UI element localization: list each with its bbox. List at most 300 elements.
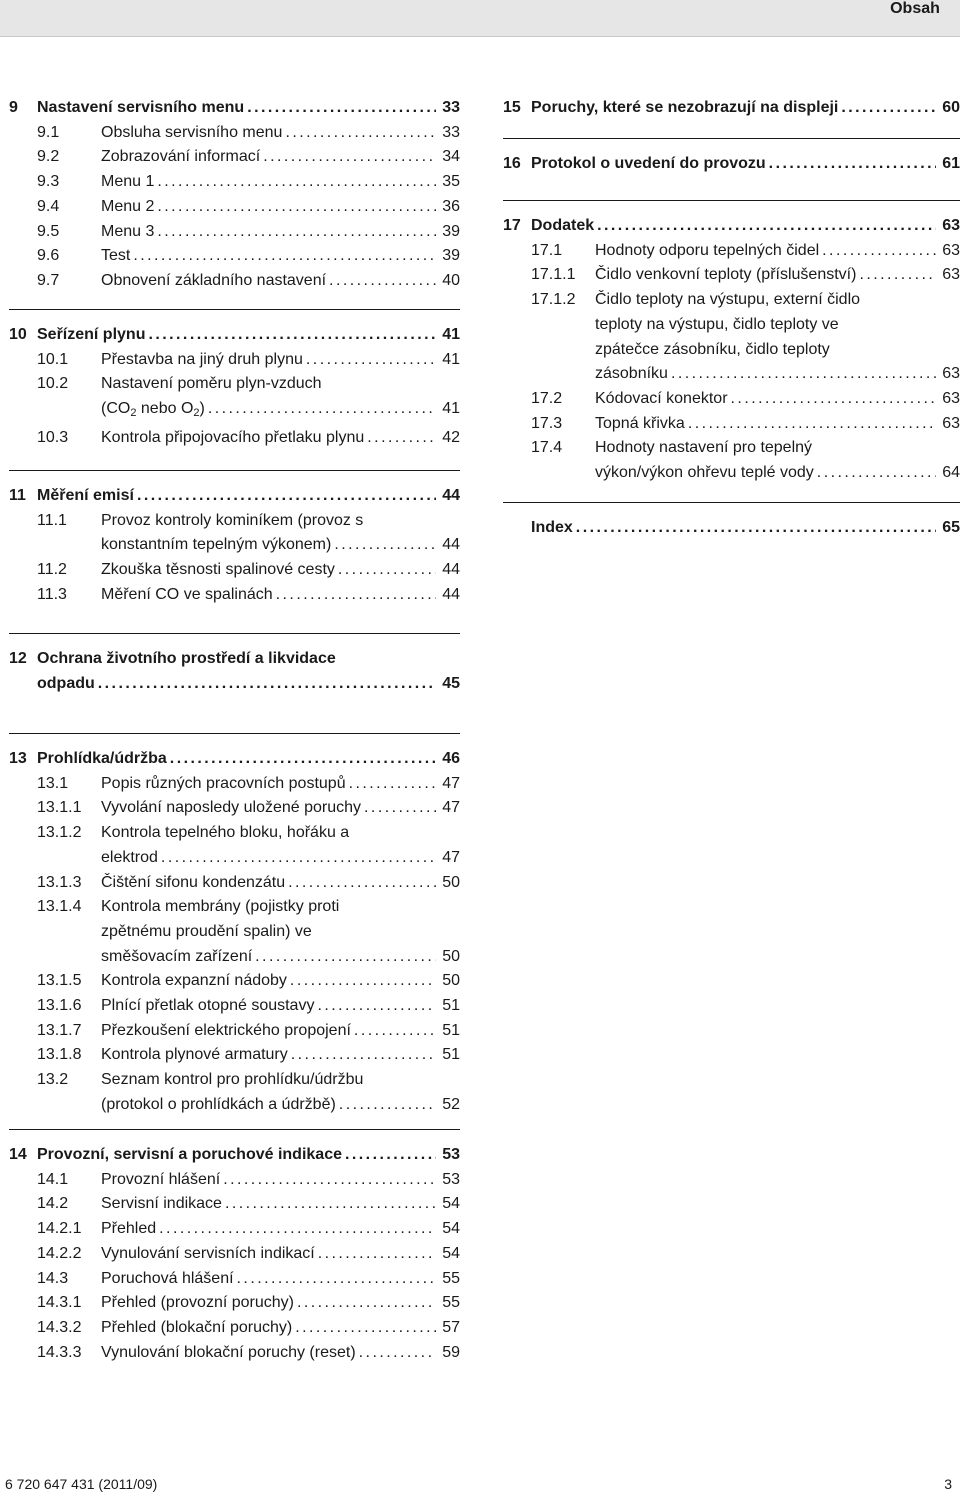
toc-entry[interactable] bbox=[9, 747, 460, 772]
toc-entry[interactable] bbox=[9, 1043, 460, 1068]
toc-entry[interactable] bbox=[9, 170, 460, 195]
toc-entry-number: 9.1 bbox=[37, 123, 60, 141]
toc-entry-number: 13.1 bbox=[37, 774, 69, 792]
toc-page-number: 55 bbox=[442, 1269, 460, 1287]
toc-entry-text: Kontrola membrány (pojistky proti bbox=[101, 898, 340, 916]
toc-entry[interactable] bbox=[9, 323, 460, 348]
toc-entry-title bbox=[595, 239, 819, 264]
toc-entry-title bbox=[531, 96, 838, 121]
leader-dots bbox=[338, 558, 436, 583]
toc-entry-line bbox=[101, 244, 460, 269]
toc-entry-body bbox=[101, 372, 460, 425]
toc-entry-text: konstantním tepelným výkonem) bbox=[101, 536, 332, 554]
toc-entry-body bbox=[101, 969, 460, 994]
toc-entry-text: směšovacím zařízení bbox=[101, 947, 253, 965]
toc-entry-text: Přehled bbox=[101, 1220, 157, 1238]
toc-entry[interactable] bbox=[9, 583, 460, 608]
toc-entry-body bbox=[101, 121, 460, 146]
leader-dots bbox=[317, 994, 436, 1019]
toc-entry-title bbox=[101, 898, 339, 915]
leader-dots bbox=[354, 1019, 436, 1044]
toc-entry-line bbox=[101, 871, 460, 896]
toc-entry-title bbox=[101, 397, 205, 426]
toc-entry-text: Hodnoty odporu tepelných čidel bbox=[595, 241, 820, 259]
toc-entry-title bbox=[101, 583, 273, 608]
toc-entry[interactable] bbox=[9, 647, 460, 696]
toc-entry-line bbox=[101, 509, 460, 534]
toc-entry-line bbox=[531, 516, 960, 541]
toc-entry[interactable] bbox=[503, 387, 960, 412]
leader-dots bbox=[329, 269, 436, 294]
toc-entry[interactable] bbox=[9, 348, 460, 373]
toc-entry-title bbox=[595, 341, 830, 358]
toc-entry-number: 11.3 bbox=[37, 585, 67, 603]
leader-dots bbox=[349, 772, 436, 797]
toc-entry-body bbox=[37, 647, 460, 696]
toc-entry[interactable] bbox=[9, 1068, 460, 1117]
toc-entry-text: ) bbox=[199, 400, 205, 418]
toc-entry-title bbox=[101, 1217, 156, 1242]
toc-entry-body bbox=[595, 412, 960, 437]
toc-entry-number: 10.1 bbox=[37, 350, 69, 368]
toc-entry[interactable] bbox=[503, 214, 960, 239]
toc-entry-text: Kontrola plynové armatury bbox=[101, 1046, 288, 1064]
toc-entry-text: Seřízení plynu bbox=[37, 326, 146, 343]
toc-entry-line bbox=[101, 533, 460, 558]
toc-entry-title bbox=[101, 824, 349, 841]
toc-entry-title bbox=[595, 387, 728, 412]
toc-entry-number: 9.6 bbox=[37, 247, 60, 265]
toc-entry-title bbox=[101, 145, 260, 170]
toc-entry-title bbox=[101, 1043, 288, 1068]
toc-entry-line bbox=[595, 338, 960, 363]
toc-section bbox=[503, 96, 960, 121]
toc-entry[interactable] bbox=[9, 121, 460, 146]
toc-entry-number: 13.2 bbox=[37, 1071, 69, 1089]
toc-entry-number: 14 bbox=[9, 1146, 27, 1163]
toc-entry-title bbox=[101, 121, 282, 146]
toc-entry[interactable] bbox=[9, 244, 460, 269]
toc-entry[interactable] bbox=[503, 412, 960, 437]
toc-entry-text: Hodnoty nastavení pro tepelný bbox=[595, 439, 813, 457]
toc-entry-text: Nastavení poměru plyn-vzduch bbox=[101, 375, 322, 393]
toc-entry-line bbox=[37, 96, 460, 121]
toc-entry-title bbox=[37, 650, 336, 667]
toc-entry-number: 17.1 bbox=[531, 241, 563, 259]
toc-entry-body bbox=[531, 152, 960, 177]
toc-entry-line bbox=[37, 672, 460, 697]
toc-entry-title bbox=[101, 375, 322, 392]
toc-section bbox=[503, 214, 960, 486]
leader-dots bbox=[334, 533, 436, 558]
leader-dots bbox=[688, 412, 936, 437]
toc-entry-number: 14.2.1 bbox=[37, 1220, 82, 1238]
toc-page-number: 64 bbox=[942, 464, 960, 482]
toc-entry-number: 14.3 bbox=[37, 1269, 69, 1287]
toc-entry-line bbox=[595, 288, 960, 313]
toc-entry-text: Čidlo venkovní teploty (příslušenství) bbox=[595, 266, 857, 284]
toc-entry-text: výkon/výkon ohřevu teplé vody bbox=[595, 464, 814, 482]
toc-entry-number: 11 bbox=[9, 487, 26, 504]
toc-entry-body bbox=[37, 1143, 460, 1168]
toc-page-number: 63 bbox=[942, 389, 960, 407]
toc-page-number: 51 bbox=[442, 1046, 460, 1064]
toc-entry-body bbox=[101, 145, 460, 170]
toc-entry[interactable] bbox=[9, 895, 460, 969]
toc-entry-text: Kontrola tepelného bloku, hořáku a bbox=[101, 824, 350, 842]
toc-entry[interactable] bbox=[9, 1291, 460, 1316]
toc-entry-text: Čištění sifonu kondenzátu bbox=[101, 873, 286, 891]
toc-entry-line bbox=[101, 821, 460, 846]
toc-page-number: 41 bbox=[442, 326, 460, 343]
toc-page-number: 44 bbox=[442, 585, 460, 603]
toc-entry-text: Zkouška těsnosti spalinové cesty bbox=[101, 561, 335, 579]
toc-entry-number: 14.3.3 bbox=[37, 1343, 82, 1361]
toc-page-number: 52 bbox=[442, 1095, 460, 1113]
toc-entry-number: 13.1.5 bbox=[37, 972, 82, 990]
toc-page-number: 44 bbox=[442, 487, 460, 504]
toc-entry-body bbox=[101, 1068, 460, 1117]
toc-entry-body bbox=[101, 1168, 460, 1193]
toc-entry[interactable] bbox=[9, 969, 460, 994]
toc-entry-title bbox=[37, 747, 167, 772]
section-divider bbox=[9, 309, 460, 310]
toc-entry-line bbox=[531, 96, 960, 121]
toc-entry-title bbox=[101, 533, 331, 558]
toc-page-number: 63 bbox=[942, 217, 960, 234]
toc-entry-number: 14.3.2 bbox=[37, 1318, 82, 1336]
toc-entry[interactable] bbox=[9, 269, 460, 294]
toc-entry-text: teploty na výstupu, čidlo teploty ve bbox=[595, 315, 839, 333]
toc-entry-line bbox=[101, 1341, 460, 1366]
toc-entry-line bbox=[101, 220, 460, 245]
toc-entry-text: Poruchy, které se nezobrazují na displeji bbox=[531, 99, 839, 116]
toc-entry-body bbox=[101, 1291, 460, 1316]
toc-entry-line bbox=[37, 647, 460, 672]
toc-section bbox=[9, 1143, 460, 1365]
toc-entry-text: Přestavba na jiný druh plynu bbox=[101, 350, 303, 368]
toc-entry-line bbox=[101, 1068, 460, 1093]
header-bar bbox=[0, 0, 960, 37]
toc-entry[interactable] bbox=[9, 96, 460, 121]
toc-entry[interactable] bbox=[9, 558, 460, 583]
leader-dots bbox=[318, 1242, 436, 1267]
toc-entry-line bbox=[595, 263, 960, 288]
subscript: 2 bbox=[193, 407, 200, 420]
toc-entry[interactable] bbox=[9, 1267, 460, 1292]
toc-entry-line bbox=[101, 269, 460, 294]
toc-entry-body bbox=[595, 239, 960, 264]
leader-dots bbox=[157, 195, 436, 220]
toc-entry-text: nebo O bbox=[136, 400, 194, 418]
toc-entry-line bbox=[101, 796, 460, 821]
leader-dots bbox=[859, 263, 936, 288]
toc-page-number: 55 bbox=[442, 1294, 460, 1312]
toc-entry-number: 13.1.8 bbox=[37, 1046, 82, 1064]
toc-entry-text: Servisní indikace bbox=[101, 1195, 222, 1213]
toc-entry-title bbox=[595, 316, 839, 333]
toc-entry-line bbox=[101, 1019, 460, 1044]
toc-entry-number: 13.1.2 bbox=[37, 824, 82, 842]
section-divider bbox=[9, 470, 460, 471]
toc-entry-line bbox=[595, 362, 960, 387]
leader-dots bbox=[157, 220, 436, 245]
toc-entry-body bbox=[101, 994, 460, 1019]
toc-entry-body bbox=[531, 214, 960, 239]
leader-dots bbox=[225, 1192, 436, 1217]
toc-entry-number: 13 bbox=[9, 750, 27, 767]
toc-entry-body bbox=[101, 1019, 460, 1044]
leader-dots bbox=[359, 1341, 436, 1366]
toc-entry-number: 12 bbox=[9, 650, 27, 667]
toc-page-number: 53 bbox=[442, 1170, 460, 1188]
toc-entry-text: Menu 2 bbox=[101, 197, 155, 215]
toc-entry-line bbox=[531, 214, 960, 239]
toc-entry-line bbox=[101, 1168, 460, 1193]
toc-entry-number: 10.2 bbox=[37, 375, 69, 393]
toc-entry-body bbox=[101, 1341, 460, 1366]
toc-entry-text: Přezkoušení elektrického propojení bbox=[101, 1021, 351, 1039]
toc-entry[interactable] bbox=[9, 195, 460, 220]
toc-entry-body bbox=[101, 509, 460, 558]
leader-dots bbox=[295, 1316, 436, 1341]
toc-entry[interactable] bbox=[503, 96, 960, 121]
toc-section bbox=[9, 747, 460, 1118]
toc-page-number: 60 bbox=[942, 99, 960, 116]
leader-dots bbox=[263, 145, 436, 170]
toc-entry-line bbox=[101, 1192, 460, 1217]
toc-entry-number: 14.2.2 bbox=[37, 1244, 82, 1262]
toc-entry-number: 9.5 bbox=[37, 222, 60, 240]
leader-dots bbox=[208, 397, 436, 422]
toc-entry-text: Obsluha servisního menu bbox=[101, 123, 283, 141]
toc-page-number: 44 bbox=[442, 561, 460, 579]
section-divider bbox=[503, 138, 960, 139]
toc-entry[interactable] bbox=[9, 1341, 460, 1366]
toc-page-number: 54 bbox=[442, 1244, 460, 1262]
leader-dots bbox=[247, 96, 436, 121]
toc-entry-title bbox=[37, 1143, 342, 1168]
page-title: Obsah bbox=[872, 0, 958, 36]
toc-page-number: 59 bbox=[442, 1343, 460, 1361]
leader-dots bbox=[285, 121, 436, 146]
leader-dots bbox=[133, 244, 436, 269]
toc-entry-title bbox=[595, 439, 812, 456]
toc-entry-text: Ochrana životního prostředí a likvidace bbox=[37, 650, 336, 667]
leader-dots bbox=[364, 796, 436, 821]
toc-entry[interactable] bbox=[503, 263, 960, 288]
toc-entry-line bbox=[595, 412, 960, 437]
toc-entry[interactable] bbox=[9, 426, 460, 451]
toc-entry-text: Popis různých pracovních postupů bbox=[101, 774, 346, 792]
toc-section bbox=[9, 96, 460, 294]
toc-entry[interactable] bbox=[9, 1019, 460, 1044]
toc-entry-title bbox=[531, 152, 766, 177]
toc-page-number: 41 bbox=[442, 400, 460, 418]
document-number: 6 720 647 431 (2011/09) bbox=[5, 1476, 158, 1492]
toc-page-number: 61 bbox=[942, 155, 960, 172]
toc-entry-line bbox=[37, 484, 460, 509]
toc-section bbox=[9, 647, 460, 696]
toc-entry-body bbox=[101, 1242, 460, 1267]
toc-entry-body bbox=[595, 263, 960, 288]
toc-entry[interactable] bbox=[503, 516, 960, 541]
toc-entry-title bbox=[101, 994, 314, 1019]
toc-entry-text: elektrod bbox=[101, 848, 158, 866]
toc-entry-body bbox=[101, 1043, 460, 1068]
toc-entry[interactable] bbox=[503, 436, 960, 485]
toc-entry-number: 13.1.1 bbox=[37, 799, 82, 817]
toc-page-number: 33 bbox=[442, 123, 460, 141]
toc-entry-title bbox=[101, 1267, 234, 1292]
toc-entry-text: Nastavení servisního menu bbox=[37, 99, 245, 116]
toc-entry-text: Protokol o uvedení do provozu bbox=[531, 155, 766, 172]
toc-page-number: 63 bbox=[942, 414, 960, 432]
leader-dots bbox=[731, 387, 936, 412]
toc-entry-body bbox=[101, 1217, 460, 1242]
toc-entry-number: 13.1.3 bbox=[37, 873, 82, 891]
toc-entry-title bbox=[101, 426, 364, 451]
toc-entry[interactable] bbox=[9, 1242, 460, 1267]
toc-entry-line bbox=[531, 152, 960, 177]
leader-dots bbox=[597, 214, 936, 239]
toc-entry-number: 17.2 bbox=[531, 389, 563, 407]
toc-entry-text: Seznam kontrol pro prohlídku/údržbu bbox=[101, 1071, 364, 1089]
leader-dots bbox=[841, 96, 936, 121]
toc-page-number: 34 bbox=[442, 148, 460, 166]
toc-entry-title bbox=[37, 323, 145, 348]
toc-entry-number: 15 bbox=[503, 99, 521, 116]
toc-entry-title bbox=[101, 796, 361, 821]
toc-entry[interactable] bbox=[9, 484, 460, 509]
toc-entry-number: 9.3 bbox=[37, 173, 60, 191]
toc-entry-title bbox=[37, 672, 95, 697]
toc-entry-title bbox=[101, 1168, 220, 1193]
toc-section bbox=[503, 152, 960, 177]
toc-entry-line bbox=[101, 772, 460, 797]
toc-entry-line bbox=[101, 170, 460, 195]
toc-entry-title bbox=[595, 263, 856, 288]
toc-entry[interactable] bbox=[9, 1168, 460, 1193]
toc-entry-line bbox=[101, 920, 460, 945]
toc-entry-body bbox=[101, 558, 460, 583]
toc-entry-body bbox=[531, 96, 960, 121]
toc-entry-body bbox=[101, 583, 460, 608]
toc-entry[interactable] bbox=[9, 1192, 460, 1217]
toc-entry-title bbox=[101, 348, 303, 373]
toc-entry[interactable] bbox=[9, 796, 460, 821]
toc-entry-text: Menu 1 bbox=[101, 173, 155, 191]
leader-dots bbox=[345, 1143, 436, 1168]
toc-page-number: 47 bbox=[442, 848, 460, 866]
toc-entry[interactable] bbox=[9, 871, 460, 896]
leader-dots bbox=[157, 170, 436, 195]
toc-entry-number: 14.3.1 bbox=[37, 1294, 82, 1312]
toc-entry-line bbox=[101, 426, 460, 451]
toc-entry-text: Kontrola připojovacího přetlaku plynu bbox=[101, 428, 365, 446]
toc-entry-body bbox=[101, 796, 460, 821]
toc-entry[interactable] bbox=[9, 220, 460, 245]
toc-entry-text: Vynulování servisních indikací bbox=[101, 1244, 315, 1262]
toc-entry-line bbox=[595, 313, 960, 338]
toc-entry-body bbox=[101, 426, 460, 451]
toc-page-number: 46 bbox=[442, 750, 460, 767]
toc-entry-text: Obnovení základního nastavení bbox=[101, 271, 327, 289]
toc-entry-title bbox=[531, 214, 594, 239]
toc-entry[interactable] bbox=[503, 152, 960, 177]
toc-entry-title bbox=[101, 195, 154, 220]
toc-entry[interactable] bbox=[9, 509, 460, 558]
toc-entry[interactable] bbox=[503, 239, 960, 264]
toc-entry-body bbox=[101, 269, 460, 294]
toc-entry-body bbox=[101, 1316, 460, 1341]
toc-entry-line bbox=[101, 994, 460, 1019]
toc-entry[interactable] bbox=[9, 1217, 460, 1242]
toc-page-number: 65 bbox=[942, 519, 960, 536]
toc-entry-text: Provoz kontroly kominíkem (provoz s bbox=[101, 511, 364, 529]
toc-entry-line bbox=[101, 1267, 460, 1292]
toc-entry[interactable] bbox=[9, 994, 460, 1019]
toc-entry-body bbox=[531, 516, 960, 541]
toc-entry[interactable] bbox=[9, 821, 460, 870]
toc-entry-title bbox=[101, 170, 154, 195]
toc-page-number: 57 bbox=[442, 1318, 460, 1336]
toc-entry-text: (protokol o prohlídkách a údržbě) bbox=[101, 1095, 336, 1113]
toc-entry-title bbox=[101, 269, 326, 294]
toc-entry-title bbox=[101, 244, 130, 269]
toc-page-number: 53 bbox=[442, 1146, 460, 1163]
toc-entry[interactable] bbox=[9, 772, 460, 797]
toc-entry-body bbox=[595, 387, 960, 412]
toc-page-number: 47 bbox=[442, 774, 460, 792]
toc-entry-title bbox=[37, 484, 134, 509]
leader-dots bbox=[769, 152, 936, 177]
toc-section bbox=[503, 516, 960, 541]
toc-page-number: 50 bbox=[442, 947, 460, 965]
toc-entry[interactable] bbox=[9, 1143, 460, 1168]
toc-entry-body bbox=[37, 323, 460, 348]
section-divider bbox=[503, 200, 960, 201]
toc-entry-line bbox=[101, 583, 460, 608]
toc-entry-text: Přehled (provozní poruchy) bbox=[101, 1294, 294, 1312]
toc-entry-number: 9.2 bbox=[37, 148, 60, 166]
toc-entry-title bbox=[595, 412, 685, 437]
toc-entry-title bbox=[101, 772, 346, 797]
toc-entry[interactable] bbox=[9, 1316, 460, 1341]
toc-entry-title bbox=[101, 969, 287, 994]
toc-page-number: 33 bbox=[442, 99, 460, 116]
toc-entry-title bbox=[101, 1093, 336, 1118]
toc-entry-number: 9.4 bbox=[37, 197, 60, 215]
toc-entry-line bbox=[37, 323, 460, 348]
toc-page-number: 40 bbox=[442, 271, 460, 289]
toc-entry[interactable] bbox=[503, 288, 960, 387]
toc-entry-body bbox=[101, 772, 460, 797]
toc-entry-body bbox=[101, 220, 460, 245]
toc-entry-title bbox=[101, 558, 335, 583]
toc-entry-text: Přehled (blokační poruchy) bbox=[101, 1318, 293, 1336]
toc-entry-number: 17.3 bbox=[531, 414, 563, 432]
leader-dots bbox=[159, 1217, 436, 1242]
toc-entry-number: 10.3 bbox=[37, 428, 69, 446]
toc-entry-title bbox=[101, 945, 252, 970]
toc-entry-text: Vynulování blokační poruchy (reset) bbox=[101, 1343, 356, 1361]
leader-dots bbox=[161, 846, 436, 871]
leader-dots bbox=[137, 484, 436, 509]
toc-entry[interactable] bbox=[9, 372, 460, 425]
toc-entry[interactable] bbox=[9, 145, 460, 170]
toc-entry-line bbox=[101, 945, 460, 970]
